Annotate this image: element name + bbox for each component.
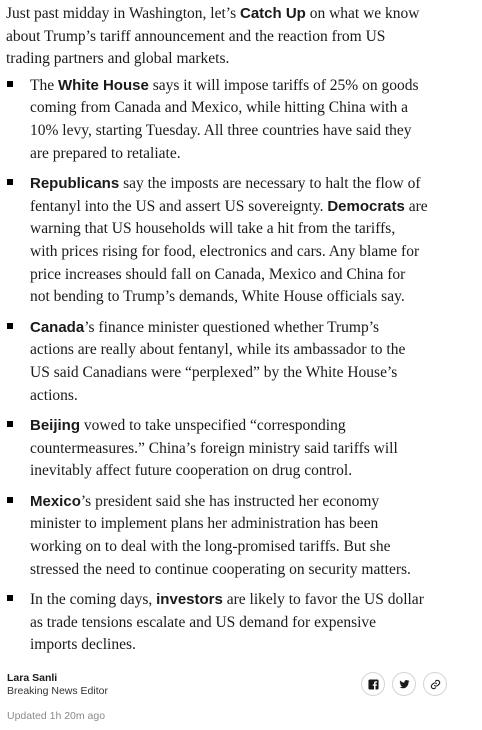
text-line xyxy=(30,612,446,635)
text-line xyxy=(30,120,446,143)
keyword: Canada xyxy=(30,318,85,336)
text-run: are prepared to retaliate. xyxy=(30,144,181,162)
bullet-square-icon xyxy=(7,179,13,185)
text-run: Just past midday in Washington, let’s xyxy=(6,5,240,22)
bullet-list xyxy=(6,75,446,657)
bullet-square-icon xyxy=(7,81,13,87)
text-line xyxy=(6,3,446,26)
text-line xyxy=(30,173,446,196)
text-run: countermeasures.” China’s foreign ministry said tariffs will xyxy=(30,439,398,457)
bullet-square-icon xyxy=(7,421,13,427)
text-line xyxy=(30,415,446,438)
facebook-icon xyxy=(368,679,379,690)
text-run: US said Canadians were “perplexed” by the White House’s xyxy=(30,363,398,381)
keyword: investors xyxy=(156,591,223,609)
text-run: says it will impose tariffs of 25% on goods xyxy=(148,76,419,94)
text-run: inevitably affect future cooperation on drug control. xyxy=(30,462,353,480)
text-line xyxy=(30,339,446,362)
share-facebook-button[interactable] xyxy=(361,672,385,696)
text-run: stressed the need to continue cooperating on security matters. xyxy=(30,560,411,578)
text-run: working on to deal with the long-promised tariffs. But she xyxy=(30,538,391,556)
copy-link-button[interactable] xyxy=(423,672,447,696)
text-line xyxy=(30,559,446,582)
keyword: White House xyxy=(57,76,149,94)
text-line xyxy=(30,460,446,483)
text-run: are likely to favor the US dollar xyxy=(222,591,424,609)
text-run: trading partners and global markets. xyxy=(6,50,230,68)
text-line xyxy=(30,97,446,120)
text-line xyxy=(30,385,446,408)
keyword: Catch Up xyxy=(239,5,306,22)
keyword: Democrats xyxy=(327,197,405,215)
text-line xyxy=(30,196,446,219)
text-line xyxy=(30,536,446,559)
text-run: price increases should fall on Canada, Mexico and China for xyxy=(30,265,406,283)
bullet-item xyxy=(6,75,446,165)
text-line xyxy=(30,491,446,514)
text-line xyxy=(30,634,446,657)
text-run: ’s president said she has instructed her economy xyxy=(80,492,380,510)
text-run: minister to implement plans her administration has been xyxy=(30,515,379,533)
share-twitter-button[interactable] xyxy=(392,672,416,696)
text-line xyxy=(30,241,446,264)
article-body xyxy=(6,3,446,665)
text-run: coming from Canada and Mexico, while hitting China with a xyxy=(30,99,408,117)
text-line xyxy=(6,26,446,49)
text-line xyxy=(6,48,446,71)
text-run: imports declines. xyxy=(30,636,136,654)
text-line xyxy=(30,362,446,385)
text-run: The xyxy=(30,76,58,94)
intro-paragraph xyxy=(6,3,446,71)
updated-timestamp: Updated 1h 20m ago xyxy=(7,710,106,722)
bullet-item xyxy=(6,173,446,309)
bullet-square-icon xyxy=(7,497,13,503)
text-line xyxy=(30,317,446,340)
text-line xyxy=(30,438,446,461)
bullet-square-icon xyxy=(7,595,13,601)
text-line xyxy=(30,75,446,98)
keyword: Republicans xyxy=(30,175,120,193)
keyword: Beijing xyxy=(30,417,81,435)
text-run: warning that US households will take a hit from the tariffs, xyxy=(30,220,396,238)
text-run: say the imposts are necessary to halt the flow of xyxy=(119,175,421,193)
text-run: are xyxy=(404,197,428,215)
text-run: not bending to Trump’s demands, White House officials say. xyxy=(30,288,405,306)
text-run: In the coming days, xyxy=(30,591,157,609)
bullet-item xyxy=(6,317,446,407)
text-run: actions. xyxy=(30,386,78,404)
text-run: 10% levy, starting Tuesday. All three countries have said they xyxy=(30,121,412,139)
text-run: with prices rising for food, electronics and cars. Any blame for xyxy=(30,242,420,260)
keyword: Mexico xyxy=(30,492,81,510)
text-run: fentanyl into the US and assert US sovereignty. xyxy=(30,197,328,215)
text-run: on what we know xyxy=(305,5,420,22)
bullet-item xyxy=(6,589,446,657)
text-run: about Trump’s tariff announcement and the reaction from US xyxy=(6,27,386,45)
bullet-square-icon xyxy=(7,323,13,329)
author-name[interactable]: Lara Sanli xyxy=(7,672,58,684)
link-icon xyxy=(430,679,441,690)
share-buttons xyxy=(361,672,447,696)
twitter-icon xyxy=(399,679,410,690)
text-run: vowed to take unspecified “corresponding xyxy=(80,417,346,435)
text-run: actions are really about fentanyl, while its ambassador to the xyxy=(30,341,406,359)
bullet-item xyxy=(6,415,446,483)
bullet-item xyxy=(6,491,446,581)
text-run: as trade tensions escalate and US demand for expensive xyxy=(30,613,377,631)
text-line xyxy=(30,513,446,536)
text-line xyxy=(30,286,446,309)
author-title: Breaking News Editor xyxy=(7,685,108,697)
text-line xyxy=(30,143,446,166)
text-line xyxy=(30,218,446,241)
text-line xyxy=(30,264,446,287)
text-line xyxy=(30,589,446,612)
article-footer xyxy=(7,672,447,722)
text-run: ’s finance minister questioned whether Trump’s xyxy=(84,318,380,336)
